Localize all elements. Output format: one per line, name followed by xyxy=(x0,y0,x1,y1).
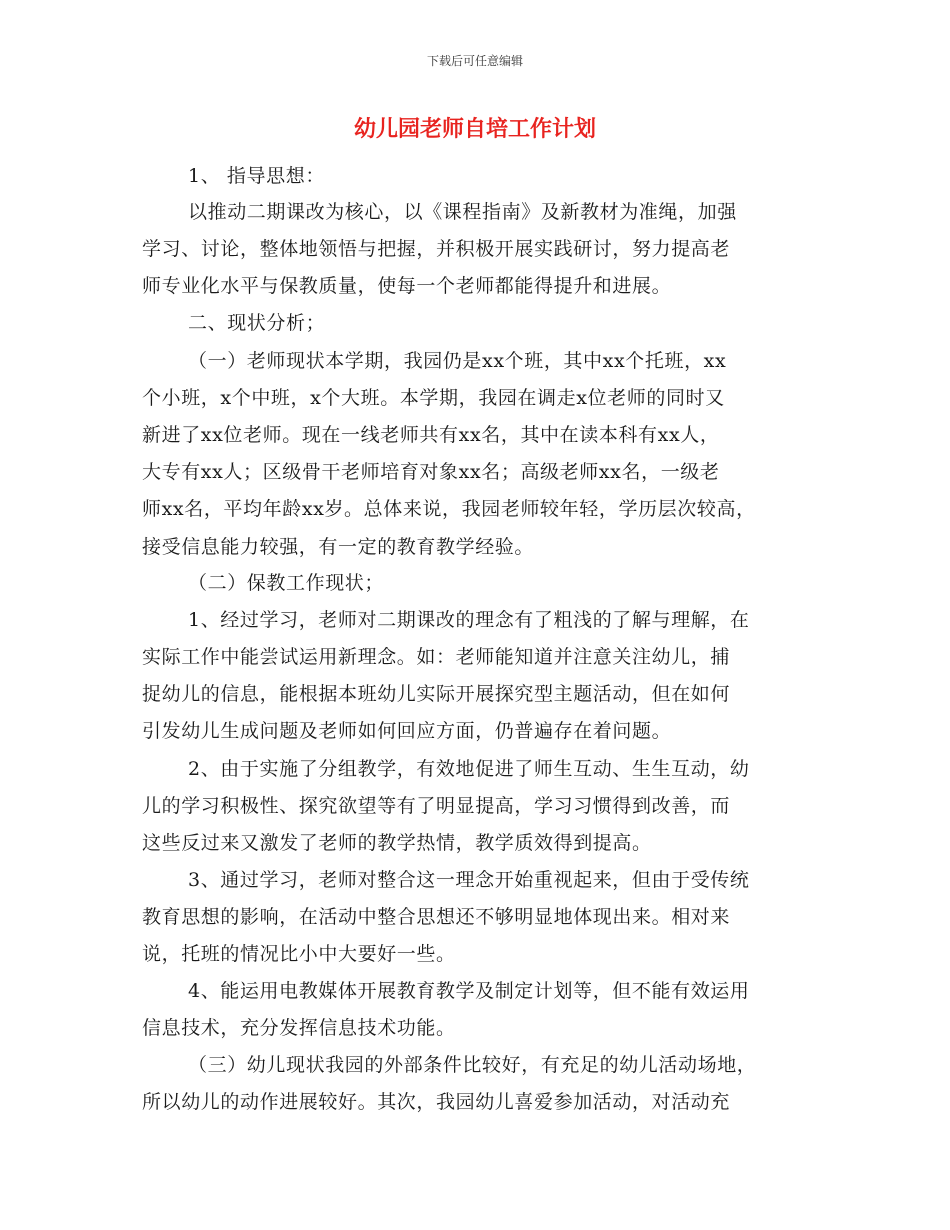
paragraph-line: 儿的学习积极性、探究欲望等有了明显提高，学习习惯得到改善，而 xyxy=(142,795,731,817)
paragraph-line: 说，托班的情况比小中大要好一些。 xyxy=(142,943,456,965)
paragraph-line: 4、能运用电教媒体开展教育教学及制定计划等，但不能有效运用 xyxy=(188,980,750,1002)
paragraph-line: 这些反过来又激发了老师的教学热情，教学质效得到提高。 xyxy=(142,832,652,854)
paragraph-line: 教育思想的影响，在活动中整合思想还不够明显地体现出来。相对来 xyxy=(142,906,731,928)
paragraph-line: 个小班，x个中班，x个大班。本学期，我园在调走x位老师的同时又 xyxy=(142,387,725,409)
paragraph-line: 新进了xx位老师。现在一线老师共有xx名，其中在读本科有xx人， xyxy=(142,424,720,446)
paragraph-line: （三）幼儿现状我园的外部条件比较好，有充足的幼儿活动场地， xyxy=(188,1054,757,1076)
paragraph-line: 接受信息能力较强，有一定的教育教学经验。 xyxy=(142,536,535,558)
paragraph-line: 以推动二期课改为核心，以《课程指南》及新教材为准绳，加强 xyxy=(188,201,737,223)
paragraph-line: 3、通过学习，老师对整合这一理念开始重视起来，但由于受传统 xyxy=(188,869,750,891)
paragraph-line: （一）老师现状本学期，我园仍是xx个班，其中xx个托班，xx xyxy=(188,350,727,372)
header-note: 下载后可任意编辑 xyxy=(426,54,523,68)
paragraph-line: 2、由于实施了分组教学，有效地促进了师生互动、生生互动，幼 xyxy=(188,758,750,780)
paragraph-line: 师专业化水平与保教质量，使每一个老师都能得提升和进展。 xyxy=(142,275,672,297)
paragraph-line: 引发幼儿生成问题及老师如何回应方面，仍普遍存在着问题。 xyxy=(142,720,672,742)
paragraph-line: 信息技术，充分发挥信息技术功能。 xyxy=(142,1017,456,1039)
paragraph-line: 二、现状分析； xyxy=(188,312,326,334)
paragraph-line: 1、经过学习，老师对二期课改的理念有了粗浅的了解与理解，在 xyxy=(188,609,750,631)
paragraph-line: 学习、讨论，整体地领悟与把握，并积极开展实践研讨，努力提高老 xyxy=(142,238,731,260)
paragraph-line: 所以幼儿的动作进展较好。其次，我园幼儿喜爱参加活动，对活动充 xyxy=(142,1091,731,1113)
paragraph-line: 师xx名，平均年龄xx岁。总体来说，我园老师较年轻，学历层次较高， xyxy=(142,498,756,520)
paragraph-line: 大专有xx人；区级骨干老师培育对象xx名；高级老师xx名，一级老 xyxy=(142,461,720,483)
paragraph-line: （二）保教工作现状； xyxy=(188,572,385,594)
paragraph-line: 1、 指导思想： xyxy=(188,165,325,187)
paragraph-line: 捉幼儿的信息，能根据本班幼儿实际开展探究型主题活动，但在如何 xyxy=(142,683,731,705)
document-title: 幼儿园老师自培工作计划 xyxy=(353,116,596,142)
paragraph-line: 实际工作中能尝试运用新理念。如：老师能知道并注意关注幼儿，捕 xyxy=(142,646,731,668)
